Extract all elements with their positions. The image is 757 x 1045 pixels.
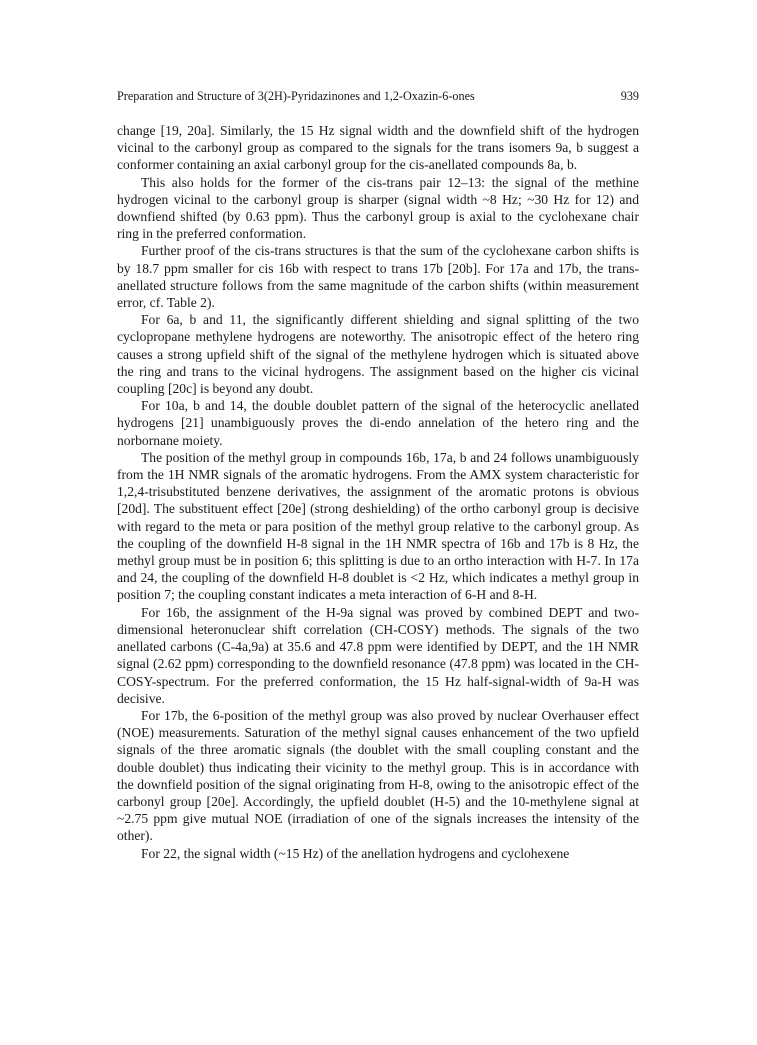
article-body bbox=[117, 122, 639, 862]
paragraph: For 16b, the assignment of the H-9a signal was proved by combined DEPT and two-dimensional heteronuclear shift correlation (CH-COSY) methods. The signals of the two anellated carbons (C-4a,9a) at 35.6 and 47.8 ppm were identified by DEPT, and the 1H NMR signal (2.62 ppm) corresponding to the downfield resonance (47.8 ppm) was located in the CH-COSY-spectrum. For the preferred conformation, the 15 Hz half-signal-width of 9a-H was decisive. bbox=[117, 604, 639, 706]
paragraph: change [19, 20a]. Similarly, the 15 Hz signal width and the downfield shift of the hydrogen vicinal to the carbonyl group as compared to the signals for the trans isomers 9a, b suggest a conformer containing an axial carbonyl group for the cis-anellated compounds 8a, b. bbox=[117, 123, 639, 173]
paragraph: For 22, the signal width (~15 Hz) of the anellation hydrogens and cyclohexene bbox=[141, 845, 570, 861]
running-head-title: Preparation and Structure of 3(2H)-Pyridazinones and 1,2-Oxazin-6-ones bbox=[117, 89, 475, 103]
paragraph: Further proof of the cis-trans structures is that the sum of the cyclohexane carbon shifts is by 18.7 ppm smaller for cis 16b with respect to trans 17b [20b]. For 17a and 17b, the trans-anellated structure follows from the same magnitude of the carbon shifts (within measurement error, cf. Table 2). bbox=[117, 243, 639, 311]
paragraph: This also holds for the former of the cis-trans pair 12–13: the signal of the methine hydrogen vicinal to the carbonyl group is sharper (signal width ~8 Hz; ~30 Hz for 12) and downfiend shifted (by 0.63 ppm). Thus the carbonyl group is axial to the cyclohexane chair ring in the preferred conformation. bbox=[117, 174, 639, 242]
paragraph: For 10a, b and 14, the double doublet pattern of the signal of the heterocyclic anellated hydrogens [21] unambiguously proves the di-endo annelation of the hetero ring and the norbornane moiety. bbox=[117, 398, 639, 448]
paragraph: The position of the methyl group in compounds 16b, 17a, b and 24 follows unambiguously from the 1H NMR signals of the aromatic hydrogens. From the AMX system characteristic for 1,2,4-trisubstituted benzene derivatives, the assignment of the aromatic protons is obvious [20d]. The substituent effect [20e] (strong deshielding) of the ortho carbonyl group is decisive with regard to the meta or para position of the methyl group relative to the carbonyl group. As the coupling of the downfield H-8 signal in the 1H NMR spectra of 16b and 17b is 8 Hz, the methyl group must be in position 6; this splitting is due to an ortho interaction with H-7. In 17a and 24, the coupling of the downfield H-8 doublet is <2 Hz, which indicates a methyl group in position 7; the coupling constant indicates a meta interaction of 6-H and 8-H. bbox=[117, 449, 639, 603]
page-number: 939 bbox=[620, 89, 639, 103]
paragraph: For 6a, b and 11, the significantly different shielding and signal splitting of the two cyclopropane methylene hydrogens are noteworthy. The anisotropic effect of the hetero ring causes a strong upfield shift of the signal of the methylene hydrogen which is situated above the ring and trans to the vicinal hydrogens. The assignment based on the higher cis vicinal coupling [20c] is beyond any doubt. bbox=[117, 312, 639, 397]
paragraph: For 17b, the 6-position of the methyl group was also proved by nuclear Overhauser effect (NOE) measurements. Saturation of the methyl signal causes enhancement of the two upfield signals of the three aromatic signals (the doublet with the small coupling constant and the double doublet) thus indicating their vicinity to the methyl group. This is in accordance with the downfield position of the signal originating from H-8, owing to the anisotropic effect of the carbonyl group [20e]. Accordingly, the upfield doublet (H-5) and the 10-methylene signal at ~2.75 ppm give mutual NOE (irradiation of one of the signals increases the intensity of the other). bbox=[117, 707, 639, 844]
